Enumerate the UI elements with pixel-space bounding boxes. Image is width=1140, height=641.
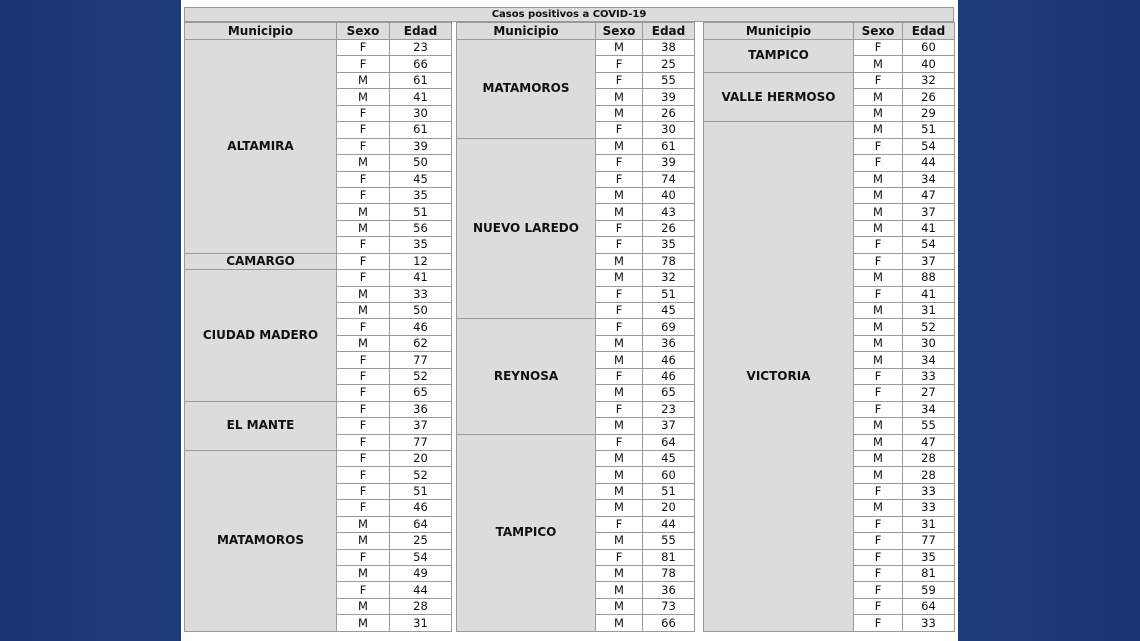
edad-cell: 45	[643, 303, 695, 319]
edad-cell: 31	[390, 615, 452, 631]
sexo-cell: M	[854, 105, 903, 121]
cases-table-3	[703, 22, 955, 632]
sexo-cell: F	[854, 368, 903, 384]
sexo-cell: F	[337, 237, 390, 253]
edad-cell: 65	[390, 385, 452, 401]
sexo-cell: F	[337, 105, 390, 121]
header-row	[185, 23, 452, 40]
sexo-cell: M	[854, 450, 903, 466]
sexo-cell: F	[337, 56, 390, 72]
edad-cell: 34	[903, 352, 955, 368]
edad-cell: 55	[643, 72, 695, 88]
sexo-cell: M	[854, 303, 903, 319]
edad-cell: 46	[390, 500, 452, 516]
edad-cell: 44	[643, 516, 695, 532]
edad-cell: 26	[643, 220, 695, 236]
sexo-cell: F	[854, 549, 903, 565]
sexo-cell: M	[854, 187, 903, 203]
edad-cell: 59	[903, 582, 955, 598]
sexo-cell: F	[854, 286, 903, 302]
sexo-cell: M	[596, 187, 643, 203]
edad-cell: 35	[643, 237, 695, 253]
sexo-cell: F	[337, 40, 390, 56]
sexo-cell: F	[854, 533, 903, 549]
sexo-cell: M	[337, 72, 390, 88]
edad-cell: 33	[903, 483, 955, 499]
edad-cell: 23	[643, 401, 695, 417]
sexo-cell: F	[337, 253, 390, 269]
sexo-cell: F	[854, 401, 903, 417]
edad-cell: 69	[643, 319, 695, 335]
sexo-cell: M	[596, 582, 643, 598]
edad-cell: 41	[390, 89, 452, 105]
edad-cell: 33	[903, 368, 955, 384]
edad-cell: 47	[903, 187, 955, 203]
sexo-cell: F	[596, 171, 643, 187]
edad-cell: 78	[643, 566, 695, 582]
edad-cell: 30	[390, 105, 452, 121]
edad-cell: 33	[903, 500, 955, 516]
sexo-cell: F	[337, 187, 390, 203]
edad-cell: 45	[390, 171, 452, 187]
sexo-cell: F	[337, 270, 390, 286]
cases-table-1	[184, 22, 452, 632]
table-row	[457, 319, 695, 335]
edad-cell: 61	[643, 138, 695, 154]
sexo-cell: F	[596, 286, 643, 302]
sexo-cell: M	[854, 467, 903, 483]
sexo-cell: M	[596, 40, 643, 56]
edad-cell: 26	[903, 89, 955, 105]
sexo-cell: F	[337, 122, 390, 138]
column-header-municipio: Municipio	[457, 23, 596, 40]
sexo-cell: M	[854, 270, 903, 286]
edad-cell: 20	[643, 500, 695, 516]
sexo-cell: F	[596, 56, 643, 72]
sexo-cell: F	[854, 598, 903, 614]
edad-cell: 41	[903, 220, 955, 236]
edad-cell: 66	[390, 56, 452, 72]
edad-cell: 47	[903, 434, 955, 450]
edad-cell: 65	[643, 385, 695, 401]
municipio-cell: EL MANTE	[185, 401, 337, 450]
header-row	[457, 23, 695, 40]
sexo-cell: M	[337, 204, 390, 220]
edad-cell: 39	[643, 89, 695, 105]
sexo-cell: M	[596, 352, 643, 368]
edad-cell: 56	[390, 220, 452, 236]
sexo-cell: F	[337, 483, 390, 499]
municipio-cell: MATAMOROS	[457, 40, 596, 139]
edad-cell: 28	[903, 467, 955, 483]
sexo-cell: F	[854, 566, 903, 582]
municipio-cell: TAMPICO	[457, 434, 596, 631]
sexo-cell: M	[596, 418, 643, 434]
column-header-sexo: Sexo	[854, 23, 903, 40]
sexo-cell: F	[854, 582, 903, 598]
edad-cell: 35	[390, 237, 452, 253]
sexo-cell: F	[596, 434, 643, 450]
sexo-cell: F	[337, 171, 390, 187]
sexo-cell: M	[854, 220, 903, 236]
edad-cell: 60	[643, 467, 695, 483]
table-row	[457, 138, 695, 154]
sexo-cell: F	[596, 368, 643, 384]
municipio-cell: REYNOSA	[457, 319, 596, 434]
edad-cell: 55	[643, 533, 695, 549]
edad-cell: 43	[643, 204, 695, 220]
sexo-cell: F	[596, 220, 643, 236]
edad-cell: 33	[903, 615, 955, 631]
municipio-cell: CAMARGO	[185, 253, 337, 269]
edad-cell: 30	[903, 335, 955, 351]
sexo-cell: F	[854, 516, 903, 532]
table-row	[704, 40, 955, 56]
sexo-cell: F	[337, 368, 390, 384]
edad-cell: 44	[903, 155, 955, 171]
edad-cell: 38	[643, 40, 695, 56]
edad-cell: 34	[903, 171, 955, 187]
column-header-edad: Edad	[390, 23, 452, 40]
edad-cell: 49	[390, 566, 452, 582]
municipio-cell: CIUDAD MADERO	[185, 270, 337, 402]
sexo-cell: F	[596, 122, 643, 138]
edad-cell: 52	[903, 319, 955, 335]
edad-cell: 88	[903, 270, 955, 286]
edad-cell: 20	[390, 450, 452, 466]
edad-cell: 50	[390, 303, 452, 319]
sexo-cell: M	[596, 450, 643, 466]
edad-cell: 46	[643, 368, 695, 384]
edad-cell: 32	[903, 72, 955, 88]
edad-cell: 54	[903, 237, 955, 253]
column-header-municipio: Municipio	[704, 23, 854, 40]
edad-cell: 41	[903, 286, 955, 302]
sexo-cell: M	[854, 122, 903, 138]
sexo-cell: F	[337, 352, 390, 368]
edad-cell: 54	[390, 549, 452, 565]
edad-cell: 25	[390, 533, 452, 549]
sexo-cell: F	[854, 155, 903, 171]
table-row	[185, 40, 452, 56]
sexo-cell: M	[337, 566, 390, 582]
edad-cell: 40	[903, 56, 955, 72]
table-row	[457, 40, 695, 56]
edad-cell: 81	[643, 549, 695, 565]
sexo-cell: M	[596, 483, 643, 499]
sexo-cell: F	[337, 467, 390, 483]
sexo-cell: M	[337, 598, 390, 614]
sexo-cell: F	[596, 237, 643, 253]
edad-cell: 64	[903, 598, 955, 614]
edad-cell: 27	[903, 385, 955, 401]
edad-cell: 31	[903, 303, 955, 319]
sexo-cell: F	[337, 138, 390, 154]
column-header-sexo: Sexo	[337, 23, 390, 40]
sexo-cell: M	[337, 516, 390, 532]
edad-cell: 37	[643, 418, 695, 434]
edad-cell: 28	[390, 598, 452, 614]
sexo-cell: M	[596, 598, 643, 614]
sexo-cell: F	[337, 500, 390, 516]
sexo-cell: F	[854, 72, 903, 88]
edad-cell: 37	[903, 204, 955, 220]
sexo-cell: F	[854, 253, 903, 269]
sexo-cell: M	[596, 385, 643, 401]
sexo-cell: F	[596, 303, 643, 319]
edad-cell: 51	[903, 122, 955, 138]
sexo-cell: M	[854, 500, 903, 516]
edad-cell: 40	[643, 187, 695, 203]
edad-cell: 55	[903, 418, 955, 434]
sexo-cell: M	[596, 105, 643, 121]
edad-cell: 41	[390, 270, 452, 286]
sexo-cell: F	[337, 582, 390, 598]
sexo-cell: M	[854, 434, 903, 450]
edad-cell: 37	[390, 418, 452, 434]
edad-cell: 51	[390, 483, 452, 499]
edad-cell: 34	[903, 401, 955, 417]
sexo-cell: F	[596, 549, 643, 565]
edad-cell: 28	[903, 450, 955, 466]
edad-cell: 31	[903, 516, 955, 532]
edad-cell: 33	[390, 286, 452, 302]
sexo-cell: M	[596, 615, 643, 631]
sexo-cell: F	[596, 319, 643, 335]
sexo-cell: M	[337, 615, 390, 631]
sexo-cell: F	[337, 450, 390, 466]
sexo-cell: M	[596, 270, 643, 286]
sexo-cell: M	[854, 56, 903, 72]
sexo-cell: F	[337, 385, 390, 401]
edad-cell: 51	[390, 204, 452, 220]
sexo-cell: M	[596, 500, 643, 516]
sexo-cell: F	[337, 434, 390, 450]
edad-cell: 66	[643, 615, 695, 631]
edad-cell: 30	[643, 122, 695, 138]
sexo-cell: M	[854, 171, 903, 187]
sexo-cell: M	[596, 566, 643, 582]
table-row	[185, 401, 452, 417]
edad-cell: 61	[390, 72, 452, 88]
edad-cell: 51	[643, 286, 695, 302]
edad-cell: 44	[390, 582, 452, 598]
sexo-cell: M	[337, 286, 390, 302]
edad-cell: 64	[390, 516, 452, 532]
sexo-cell: F	[854, 237, 903, 253]
edad-cell: 23	[390, 40, 452, 56]
table-row	[457, 434, 695, 450]
sexo-cell: M	[596, 467, 643, 483]
sexo-cell: F	[337, 401, 390, 417]
table-row	[185, 450, 452, 466]
sexo-cell: M	[337, 220, 390, 236]
edad-cell: 73	[643, 598, 695, 614]
sexo-cell: M	[337, 89, 390, 105]
sexo-cell: M	[337, 335, 390, 351]
sexo-cell: F	[596, 516, 643, 532]
edad-cell: 61	[390, 122, 452, 138]
sexo-cell: F	[854, 615, 903, 631]
edad-cell: 54	[903, 138, 955, 154]
edad-cell: 51	[643, 483, 695, 499]
municipio-cell: MATAMOROS	[185, 450, 337, 631]
sexo-cell: M	[854, 89, 903, 105]
edad-cell: 52	[390, 467, 452, 483]
edad-cell: 39	[390, 138, 452, 154]
edad-cell: 77	[390, 434, 452, 450]
sexo-cell: F	[854, 385, 903, 401]
edad-cell: 52	[390, 368, 452, 384]
municipio-cell: ALTAMIRA	[185, 40, 337, 254]
sexo-cell: M	[596, 533, 643, 549]
column-header-edad: Edad	[903, 23, 955, 40]
edad-cell: 36	[643, 582, 695, 598]
sexo-cell: M	[596, 253, 643, 269]
table-row	[704, 72, 955, 88]
edad-cell: 62	[390, 335, 452, 351]
sexo-cell: F	[596, 72, 643, 88]
sexo-cell: F	[337, 418, 390, 434]
sexo-cell: M	[596, 138, 643, 154]
edad-cell: 12	[390, 253, 452, 269]
sexo-cell: F	[854, 40, 903, 56]
municipio-cell: VALLE HERMOSO	[704, 72, 854, 121]
sexo-cell: F	[854, 483, 903, 499]
edad-cell: 60	[903, 40, 955, 56]
column-header-sexo: Sexo	[596, 23, 643, 40]
edad-cell: 77	[390, 352, 452, 368]
sexo-cell: M	[854, 352, 903, 368]
sexo-cell: M	[337, 303, 390, 319]
sexo-cell: M	[596, 204, 643, 220]
sexo-cell: M	[854, 335, 903, 351]
column-header-municipio: Municipio	[185, 23, 337, 40]
table-row	[185, 270, 452, 286]
table-row	[185, 253, 452, 269]
edad-cell: 78	[643, 253, 695, 269]
municipio-cell: NUEVO LAREDO	[457, 138, 596, 319]
edad-cell: 64	[643, 434, 695, 450]
edad-cell: 77	[903, 533, 955, 549]
cases-table-2	[456, 22, 695, 632]
sexo-cell: F	[337, 319, 390, 335]
municipio-cell: TAMPICO	[704, 40, 854, 73]
edad-cell: 29	[903, 105, 955, 121]
edad-cell: 32	[643, 270, 695, 286]
edad-cell: 74	[643, 171, 695, 187]
sexo-cell: M	[854, 418, 903, 434]
edad-cell: 46	[643, 352, 695, 368]
sexo-cell: F	[337, 549, 390, 565]
edad-cell: 50	[390, 155, 452, 171]
edad-cell: 37	[903, 253, 955, 269]
sexo-cell: M	[854, 204, 903, 220]
edad-cell: 36	[390, 401, 452, 417]
sexo-cell: F	[596, 401, 643, 417]
sexo-cell: F	[596, 155, 643, 171]
edad-cell: 35	[390, 187, 452, 203]
edad-cell: 25	[643, 56, 695, 72]
sexo-cell: M	[337, 155, 390, 171]
table-title: Casos positivos a COVID-19	[184, 7, 954, 22]
sexo-cell: F	[854, 138, 903, 154]
edad-cell: 35	[903, 549, 955, 565]
edad-cell: 81	[903, 566, 955, 582]
sexo-cell: M	[596, 335, 643, 351]
column-header-edad: Edad	[643, 23, 695, 40]
table-row	[704, 122, 955, 138]
edad-cell: 39	[643, 155, 695, 171]
edad-cell: 46	[390, 319, 452, 335]
sexo-cell: M	[854, 319, 903, 335]
sexo-cell: M	[337, 533, 390, 549]
edad-cell: 26	[643, 105, 695, 121]
sexo-cell: M	[596, 89, 643, 105]
edad-cell: 36	[643, 335, 695, 351]
edad-cell: 45	[643, 450, 695, 466]
municipio-cell: VICTORIA	[704, 122, 854, 632]
header-row	[704, 23, 955, 40]
